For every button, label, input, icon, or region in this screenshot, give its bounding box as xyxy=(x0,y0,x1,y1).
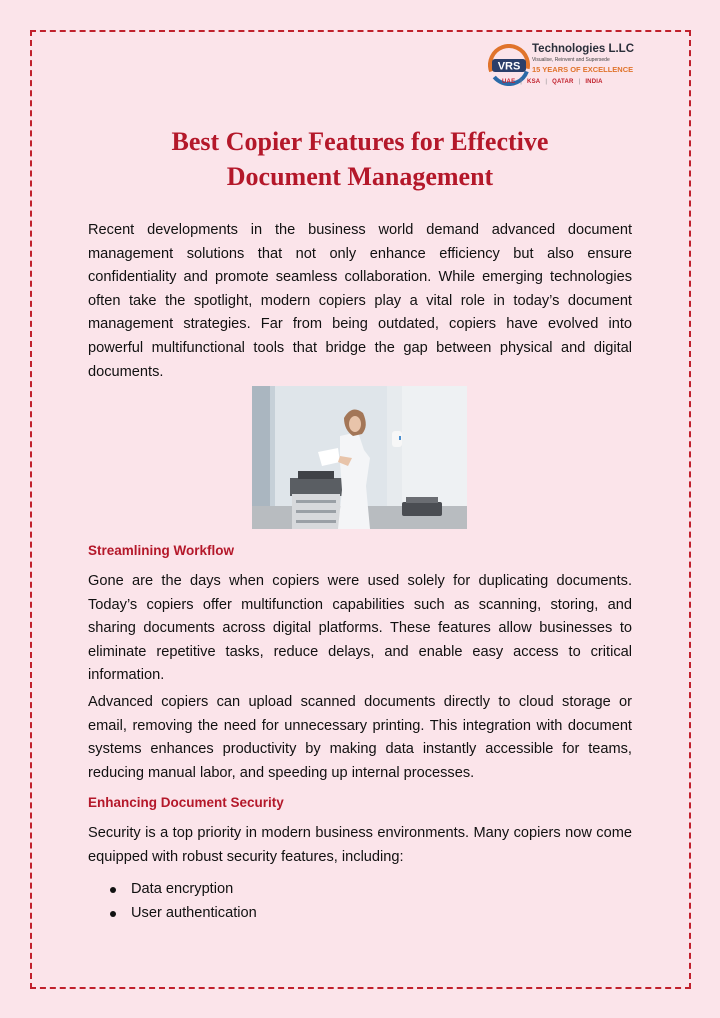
company-logo xyxy=(488,42,638,90)
title-line-1: Best Copier Features for Effective xyxy=(171,127,549,156)
region-qatar: QATAR xyxy=(552,79,574,85)
intro-paragraph: Recent developments in the business world demand advanced document management solutions that not only enhance efficiency but also ensure confidentiality and promote seamless collaboration. While emerging technologies often take the spotlight, modern copiers play a vital role in today’s document management strategies. Far from being outdated, copiers have evolved into powerful multifunctional tools that bridge the gap between physical and digital documents. xyxy=(88,222,632,380)
page-title xyxy=(88,124,632,194)
logo-company-name: Technologies L.LC xyxy=(532,43,635,55)
logo-mark-text: VRS xyxy=(497,60,521,73)
office-copier-photo xyxy=(252,386,467,529)
list-item: Data encryption xyxy=(110,878,257,902)
logo-years-badge: 15 YEARS OF EXCELLENCE xyxy=(532,65,634,74)
security-feature-list xyxy=(110,878,257,925)
streamlining-paragraph-2: Advanced copiers can upload scanned documents directly to cloud storage or email, removing the need for unnecessary printing. This integration with document systems enhances productivity by making data instantly accessible for teams, reducing manual labor, and speeding up internal processes. xyxy=(88,694,632,781)
security-paragraph-1: Security is a top priority in modern business environments. Many copiers now come equipped with robust security features, including: xyxy=(88,825,632,865)
streamlining-paragraph-1: Gone are the days when copiers were used solely for duplicating documents. Today’s copiers offer multifunction capabilities such as scanning, storing, and sharing documents across digital platforms. These features allow businesses to eliminate repetitive tasks, reduce delays, and enable easy access to critical information. xyxy=(88,573,632,684)
logo-tagline: Visualise, Reinvent and Supersede xyxy=(532,57,610,63)
region-india: INDIA xyxy=(585,79,603,85)
region-uae: UAE xyxy=(502,79,516,85)
logo-regions: UAE | KSA | QATAR | INDIA xyxy=(502,79,603,85)
title-line-2: Document Management xyxy=(226,162,494,191)
section-heading-streamlining: Streamlining Workflow xyxy=(88,543,235,558)
section-heading-security: Enhancing Document Security xyxy=(88,795,284,810)
list-item: User authentication xyxy=(110,902,257,926)
region-ksa: KSA xyxy=(527,79,541,85)
